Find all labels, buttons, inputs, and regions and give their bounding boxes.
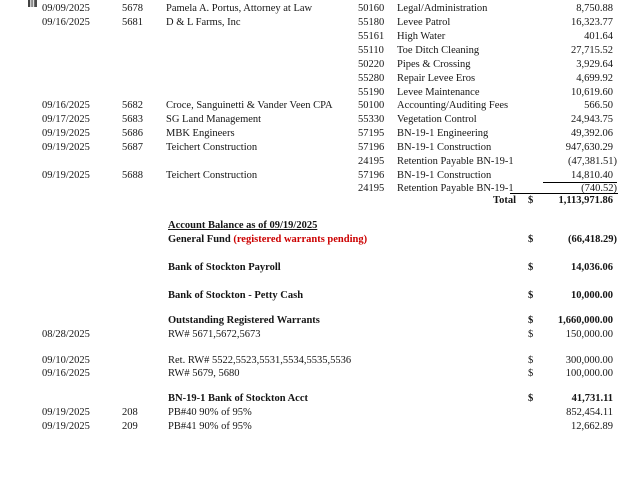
- vendor-cell: MBK Engineers: [166, 128, 235, 139]
- account-code-cell: 55280: [358, 73, 385, 84]
- account-name-cell: Toe Ditch Cleaning: [397, 45, 480, 56]
- account-name-cell: Levee Patrol: [397, 17, 451, 28]
- check-number-cell: 209: [122, 421, 138, 432]
- currency-symbol: $: [528, 315, 534, 326]
- ledger-row: [0, 17, 640, 30]
- currency-symbol: $: [528, 262, 534, 273]
- balance-label: Bank of Stockton Payroll: [168, 262, 281, 273]
- amount-cell: (47,381.51): [568, 156, 617, 167]
- date-cell: 09/19/2025: [42, 407, 90, 418]
- warrants-pending-note: (registered warrants pending): [233, 234, 368, 245]
- balance-label: [168, 234, 367, 246]
- currency-symbol: $: [528, 195, 534, 206]
- check-number-cell: 5687: [122, 142, 143, 153]
- check-number-cell: 5681: [122, 17, 143, 28]
- balance-row: [0, 262, 640, 275]
- balance-row: [0, 421, 640, 434]
- amount-cell: 4,699.92: [576, 73, 613, 84]
- balance-amount: 300,000.00: [565, 355, 613, 366]
- balance-row: [0, 315, 640, 328]
- account-code-cell: 55330: [358, 114, 385, 125]
- account-code-cell: 57195: [358, 128, 385, 139]
- account-code-cell: 55110: [358, 45, 384, 56]
- balance-label: PB#40 90% of 95%: [168, 407, 252, 418]
- account-name-cell: Pipes & Crossing: [397, 59, 471, 70]
- account-name-cell: Legal/Administration: [397, 3, 488, 14]
- ledger-row: [0, 45, 640, 58]
- currency-symbol: $: [528, 234, 534, 245]
- balance-label: RW# 5671,5672,5673: [168, 329, 261, 340]
- ledger-row: [0, 128, 640, 141]
- amount-cell: (740.52): [581, 183, 617, 194]
- account-code-cell: 50220: [358, 59, 385, 70]
- total-row: [0, 195, 640, 208]
- ledger-row: [0, 73, 640, 86]
- check-number-cell: 208: [122, 407, 138, 418]
- amount-cell: 947,630.29: [565, 142, 613, 153]
- date-cell: 08/28/2025: [42, 329, 90, 340]
- date-cell: 09/16/2025: [42, 368, 90, 379]
- balance-amount: 10,000.00: [571, 290, 613, 301]
- check-number-cell: 5678: [122, 3, 143, 14]
- vendor-cell: SG Land Management: [166, 114, 262, 125]
- check-number-cell: 5682: [122, 100, 143, 111]
- check-number-cell: 5686: [122, 128, 143, 139]
- balance-amount: (66,418.29): [568, 234, 617, 245]
- account-name-cell: High Water: [397, 31, 446, 42]
- balance-label: BN-19-1 Bank of Stockton Acct: [168, 393, 309, 404]
- balance-label: PB#41 90% of 95%: [168, 421, 252, 432]
- account-code-cell: 55190: [358, 87, 385, 98]
- ledger-row: [0, 142, 640, 155]
- account-name-cell: BN-19-1 Construction: [397, 170, 492, 181]
- amount-cell: 27,715.52: [571, 45, 613, 56]
- account-code-cell: 24195: [358, 183, 385, 194]
- amount-cell: 8,750.88: [576, 3, 613, 14]
- amount-cell: 16,323.77: [571, 17, 613, 28]
- currency-symbol: $: [528, 355, 534, 366]
- account-code-cell: 50100: [358, 100, 385, 111]
- balance-amount: 100,000.00: [565, 368, 613, 379]
- balance-amount: 852,454.11: [566, 407, 613, 418]
- balance-label: RW# 5679, 5680: [168, 368, 240, 379]
- vendor-cell: Pamela A. Portus, Attorney at Law: [166, 3, 313, 14]
- account-code-cell: 55161: [358, 31, 385, 42]
- amount-cell: 566.50: [584, 100, 613, 111]
- fund-name: General Fund: [168, 234, 231, 245]
- check-number-cell: 5688: [122, 170, 143, 181]
- total-amount: 1,113,971.86: [558, 195, 613, 206]
- account-name-cell: BN-19-1 Engineering: [397, 128, 489, 139]
- currency-symbol: $: [528, 368, 534, 379]
- date-cell: 09/16/2025: [42, 17, 90, 28]
- account-code-cell: 24195: [358, 156, 385, 167]
- balance-label: Ret. RW# 5522,5523,5531,5534,5535,5536: [168, 355, 352, 366]
- balance-amount: 150,000.00: [565, 329, 613, 340]
- date-cell: 09/19/2025: [42, 170, 90, 181]
- total-label: Total: [493, 195, 516, 206]
- balance-amount: 14,036.06: [571, 262, 613, 273]
- check-number-cell: 5683: [122, 114, 143, 125]
- currency-symbol: $: [528, 290, 534, 301]
- date-cell: 09/19/2025: [42, 128, 90, 139]
- currency-symbol: $: [528, 393, 534, 404]
- vendor-cell: Croce, Sanguinetti & Vander Veen CPA: [166, 100, 333, 111]
- balance-label: Bank of Stockton - Petty Cash: [168, 290, 304, 301]
- account-code-cell: 55180: [358, 17, 385, 28]
- date-cell: 09/09/2025: [42, 3, 90, 14]
- amount-cell: 3,929.64: [576, 59, 613, 70]
- date-cell: 09/17/2025: [42, 114, 90, 125]
- account-name-cell: Vegetation Control: [397, 114, 477, 125]
- balance-row: [0, 393, 640, 406]
- balance-row: [0, 368, 640, 381]
- account-code-cell: 57196: [358, 142, 385, 153]
- date-cell: 09/19/2025: [42, 142, 90, 153]
- account-name-cell: Repair Levee Eros: [397, 73, 476, 84]
- date-cell: 09/19/2025: [42, 421, 90, 432]
- balance-amount: 41,731.11: [571, 393, 613, 404]
- account-name-cell: BN-19-1 Construction: [397, 142, 492, 153]
- account-name-cell: Levee Maintenance: [397, 87, 480, 98]
- ledger-row: [0, 156, 640, 169]
- balance-row: [0, 355, 640, 368]
- account-code-cell: 50160: [358, 3, 385, 14]
- account-name-cell: Retention Payable BN-19-1: [397, 183, 514, 194]
- ledger-row: [0, 59, 640, 72]
- balance-row: [0, 290, 640, 303]
- balance-header-row: [0, 220, 640, 233]
- balance-section-title: Account Balance as of 09/19/2025: [168, 220, 318, 231]
- vendor-cell: Teichert Construction: [166, 142, 258, 153]
- account-name-cell: Retention Payable BN-19-1: [397, 156, 514, 167]
- ledger-row: [0, 87, 640, 100]
- currency-symbol: $: [528, 329, 534, 340]
- balance-amount: 1,660,000.00: [557, 315, 613, 326]
- balance-amount: 12,662.89: [571, 421, 613, 432]
- ledger-row: [0, 31, 640, 44]
- total-rule: [510, 193, 618, 194]
- amount-cell: 49,392.06: [571, 128, 613, 139]
- ledger-row: [0, 3, 640, 16]
- date-cell: 09/16/2025: [42, 100, 90, 111]
- subtotal-rule: [543, 182, 617, 183]
- amount-cell: 401.64: [584, 31, 613, 42]
- amount-cell: 14,810.40: [571, 170, 613, 181]
- balance-row: [0, 234, 640, 247]
- ledger-row: [0, 100, 640, 113]
- account-name-cell: Accounting/Auditing Fees: [397, 100, 509, 111]
- vendor-cell: Teichert Construction: [166, 170, 258, 181]
- amount-cell: 24,943.75: [571, 114, 613, 125]
- account-code-cell: 57196: [358, 170, 385, 181]
- balance-label: Outstanding Registered Warrants: [168, 315, 320, 326]
- amount-cell: 10,619.60: [571, 87, 613, 98]
- ledger-row: [0, 114, 640, 127]
- date-cell: 09/10/2025: [42, 355, 90, 366]
- balance-row: [0, 407, 640, 420]
- balance-row: [0, 329, 640, 342]
- vendor-cell: D & L Farms, Inc: [166, 17, 241, 28]
